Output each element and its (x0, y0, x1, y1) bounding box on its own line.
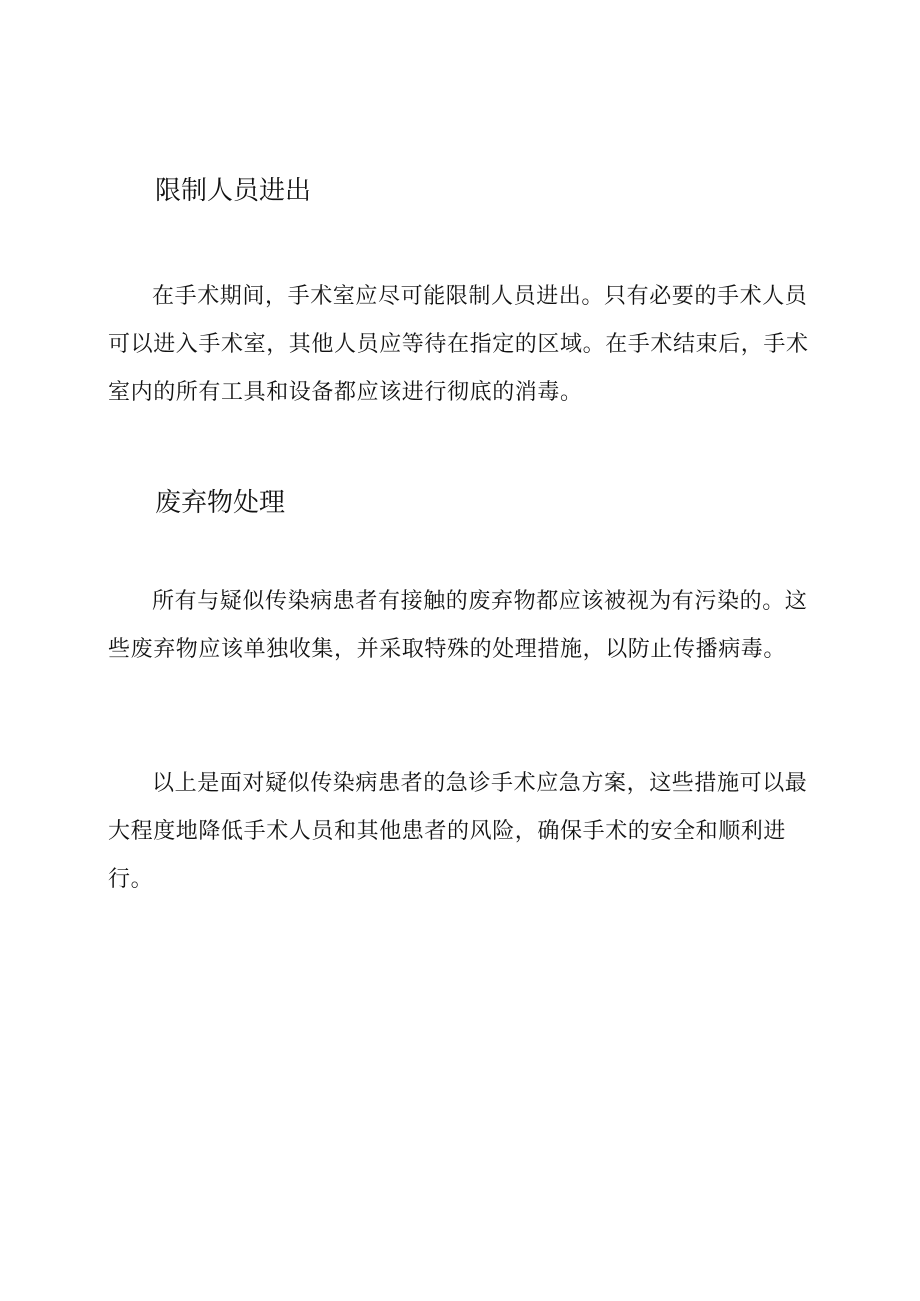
section-paragraph-restrict-access: 在手术期间，手术室应尽可能限制人员进出。只有必要的手术人员可以进入手术室，其他人员应等待在指定的区域。在手术结束后，手术室内的所有工具和设备都应该进行彻底的消毒。 (108, 284, 809, 405)
section-heading-restrict-access: 限制人员进出 (155, 176, 312, 206)
section-paragraph-waste-disposal: 所有与疑似传染病患者有接触的废弃物都应该被视为有污染的。这些废弃物应该单独收集，并采取特殊的处理措施，以防止传播病毒。 (108, 589, 808, 662)
section-heading-waste-disposal: 废弃物处理 (155, 488, 286, 518)
conclusion-paragraph: 以上是面对疑似传染病患者的急诊手术应急方案，这些措施可以最大程度地降低手术人员和其他患者的风险，确保手术的安全和顺利进行。 (108, 771, 808, 892)
